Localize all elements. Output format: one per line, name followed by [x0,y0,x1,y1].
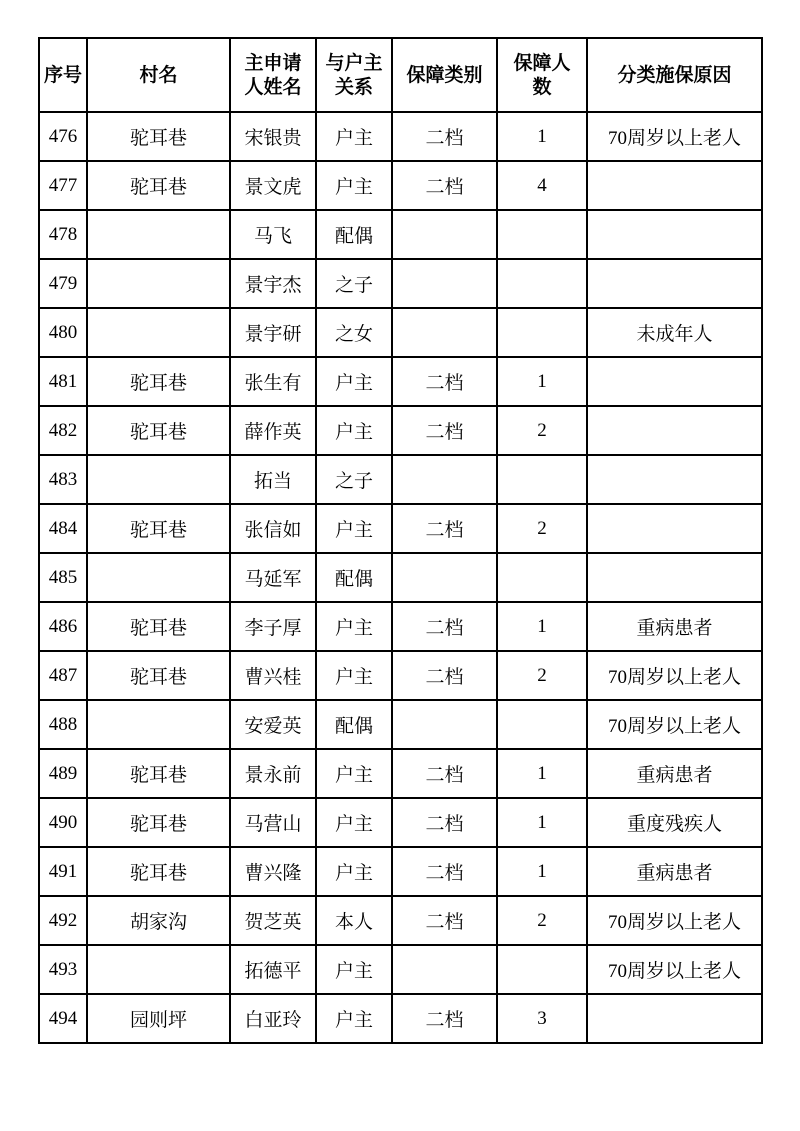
table-row [39,553,762,602]
cell-village: 驼耳巷 [87,798,230,847]
cell-relation: 配偶 [316,553,392,602]
cell-count: 1 [497,602,587,651]
cell-applicant: 曹兴桂 [230,651,316,700]
cell-index: 490 [39,798,87,847]
cell-reason: 重病患者 [587,602,762,651]
header-relation-label-line2: 关系 [334,76,373,98]
table-row [39,896,762,945]
cell-relation: 户主 [316,602,392,651]
cell-village: 驼耳巷 [87,357,230,406]
cell-index: 477 [39,161,87,210]
cell-relation: 之女 [316,308,392,357]
cell-reason: 70周岁以上老人 [587,651,762,700]
cell-village: 驼耳巷 [87,651,230,700]
cell-category: 二档 [392,112,497,161]
cell-category [392,945,497,994]
cell-village: 驼耳巷 [87,112,230,161]
cell-category: 二档 [392,847,497,896]
cell-applicant: 拓德平 [230,945,316,994]
cell-relation: 户主 [316,357,392,406]
cell-village: 驼耳巷 [87,161,230,210]
cell-village [87,259,230,308]
header-row [39,38,762,112]
cell-index: 484 [39,504,87,553]
cell-index: 488 [39,700,87,749]
table-row [39,651,762,700]
cell-village [87,700,230,749]
cell-category [392,455,497,504]
cell-count: 2 [497,504,587,553]
table-row [39,161,762,210]
cell-applicant: 景宇研 [230,308,316,357]
cell-count: 2 [497,896,587,945]
cell-count: 2 [497,651,587,700]
cell-count [497,945,587,994]
table-row [39,847,762,896]
cell-village: 驼耳巷 [87,749,230,798]
cell-reason [587,161,762,210]
cell-village: 驼耳巷 [87,406,230,455]
cell-category [392,700,497,749]
cell-relation: 户主 [316,798,392,847]
cell-index: 489 [39,749,87,798]
cell-applicant: 薛作英 [230,406,316,455]
table-row [39,994,762,1043]
cell-reason [587,210,762,259]
cell-reason: 70周岁以上老人 [587,112,762,161]
header-reason [587,38,762,112]
header-count-label-line2: 数 [532,76,552,98]
table-row [39,308,762,357]
cell-count: 4 [497,161,587,210]
header-category-label: 保障类别 [406,64,483,86]
cell-village [87,210,230,259]
table-row [39,700,762,749]
header-category [392,38,497,112]
cell-relation: 户主 [316,994,392,1043]
cell-category: 二档 [392,357,497,406]
cell-count [497,700,587,749]
cell-index: 494 [39,994,87,1043]
cell-reason [587,994,762,1043]
cell-applicant: 贺芝英 [230,896,316,945]
cell-village [87,945,230,994]
header-index-label: 序号 [43,64,82,86]
table-row [39,406,762,455]
table-row [39,602,762,651]
cell-applicant: 张信如 [230,504,316,553]
cell-relation: 户主 [316,945,392,994]
cell-category: 二档 [392,406,497,455]
cell-reason [587,504,762,553]
cell-index: 481 [39,357,87,406]
cell-index: 476 [39,112,87,161]
cell-village: 驼耳巷 [87,602,230,651]
cell-reason: 70周岁以上老人 [587,700,762,749]
cell-index: 487 [39,651,87,700]
cell-index: 493 [39,945,87,994]
cell-reason [587,455,762,504]
cell-index: 482 [39,406,87,455]
table-body [39,112,762,1043]
cell-applicant: 马营山 [230,798,316,847]
cell-category: 二档 [392,994,497,1043]
cell-reason [587,259,762,308]
cell-category: 二档 [392,896,497,945]
cell-applicant: 景永前 [230,749,316,798]
cell-reason: 重度残疾人 [587,798,762,847]
cell-reason [587,553,762,602]
cell-applicant: 马延军 [230,553,316,602]
header-relation [316,38,392,112]
cell-relation: 户主 [316,749,392,798]
cell-applicant: 马飞 [230,210,316,259]
cell-relation: 之子 [316,259,392,308]
cell-index: 483 [39,455,87,504]
cell-index: 485 [39,553,87,602]
cell-relation: 本人 [316,896,392,945]
cell-village: 驼耳巷 [87,847,230,896]
cell-count [497,308,587,357]
header-village-label: 村名 [139,64,178,86]
cell-applicant: 白亚玲 [230,994,316,1043]
header-relation-label-line1: 与户主 [325,52,383,74]
cell-count [497,455,587,504]
cell-reason: 重病患者 [587,749,762,798]
table-row [39,112,762,161]
cell-reason: 重病患者 [587,847,762,896]
cell-applicant: 曹兴隆 [230,847,316,896]
cell-relation: 户主 [316,504,392,553]
header-count [497,38,587,112]
cell-category: 二档 [392,602,497,651]
header-count-label-line1: 保障人 [513,52,571,74]
cell-applicant: 拓当 [230,455,316,504]
table-row [39,210,762,259]
cell-reason: 未成年人 [587,308,762,357]
cell-applicant: 李子厚 [230,602,316,651]
cell-index: 480 [39,308,87,357]
table-row [39,455,762,504]
cell-index: 486 [39,602,87,651]
header-applicant [230,38,316,112]
cell-index: 478 [39,210,87,259]
cell-relation: 配偶 [316,210,392,259]
cell-village: 园则坪 [87,994,230,1043]
cell-relation: 户主 [316,406,392,455]
cell-village [87,553,230,602]
table-row [39,357,762,406]
cell-reason: 70周岁以上老人 [587,945,762,994]
cell-count [497,259,587,308]
cell-count: 1 [497,112,587,161]
cell-reason [587,357,762,406]
cell-relation: 配偶 [316,700,392,749]
cell-relation: 户主 [316,847,392,896]
cell-applicant: 张生有 [230,357,316,406]
cell-category: 二档 [392,504,497,553]
cell-relation: 户主 [316,651,392,700]
cell-relation: 之子 [316,455,392,504]
cell-reason [587,406,762,455]
header-applicant-label-line1: 主申请 [244,52,302,74]
cell-category: 二档 [392,749,497,798]
cell-reason: 70周岁以上老人 [587,896,762,945]
cell-applicant: 宋银贵 [230,112,316,161]
cell-village: 胡家沟 [87,896,230,945]
cell-relation: 户主 [316,112,392,161]
table-row [39,504,762,553]
header-index [39,38,87,112]
table-row [39,945,762,994]
cell-category [392,308,497,357]
cell-category: 二档 [392,798,497,847]
cell-village: 驼耳巷 [87,504,230,553]
cell-applicant: 安爱英 [230,700,316,749]
assistance-roster-table [38,37,763,1044]
cell-village [87,308,230,357]
cell-relation: 户主 [316,161,392,210]
cell-count: 1 [497,798,587,847]
header-reason-label: 分类施保原因 [617,64,732,86]
cell-category: 二档 [392,651,497,700]
cell-count: 1 [497,357,587,406]
cell-category [392,210,497,259]
header-applicant-label-line2: 人姓名 [244,76,302,98]
cell-count [497,553,587,602]
cell-category: 二档 [392,161,497,210]
cell-applicant: 景宇杰 [230,259,316,308]
cell-index: 492 [39,896,87,945]
cell-count: 1 [497,749,587,798]
cell-count: 3 [497,994,587,1043]
cell-index: 491 [39,847,87,896]
header-village [87,38,230,112]
cell-applicant: 景文虎 [230,161,316,210]
table-row [39,749,762,798]
cell-count [497,210,587,259]
cell-index: 479 [39,259,87,308]
cell-count: 2 [497,406,587,455]
table-row [39,259,762,308]
table-row [39,798,762,847]
cell-category [392,259,497,308]
cell-village [87,455,230,504]
cell-count: 1 [497,847,587,896]
cell-category [392,553,497,602]
